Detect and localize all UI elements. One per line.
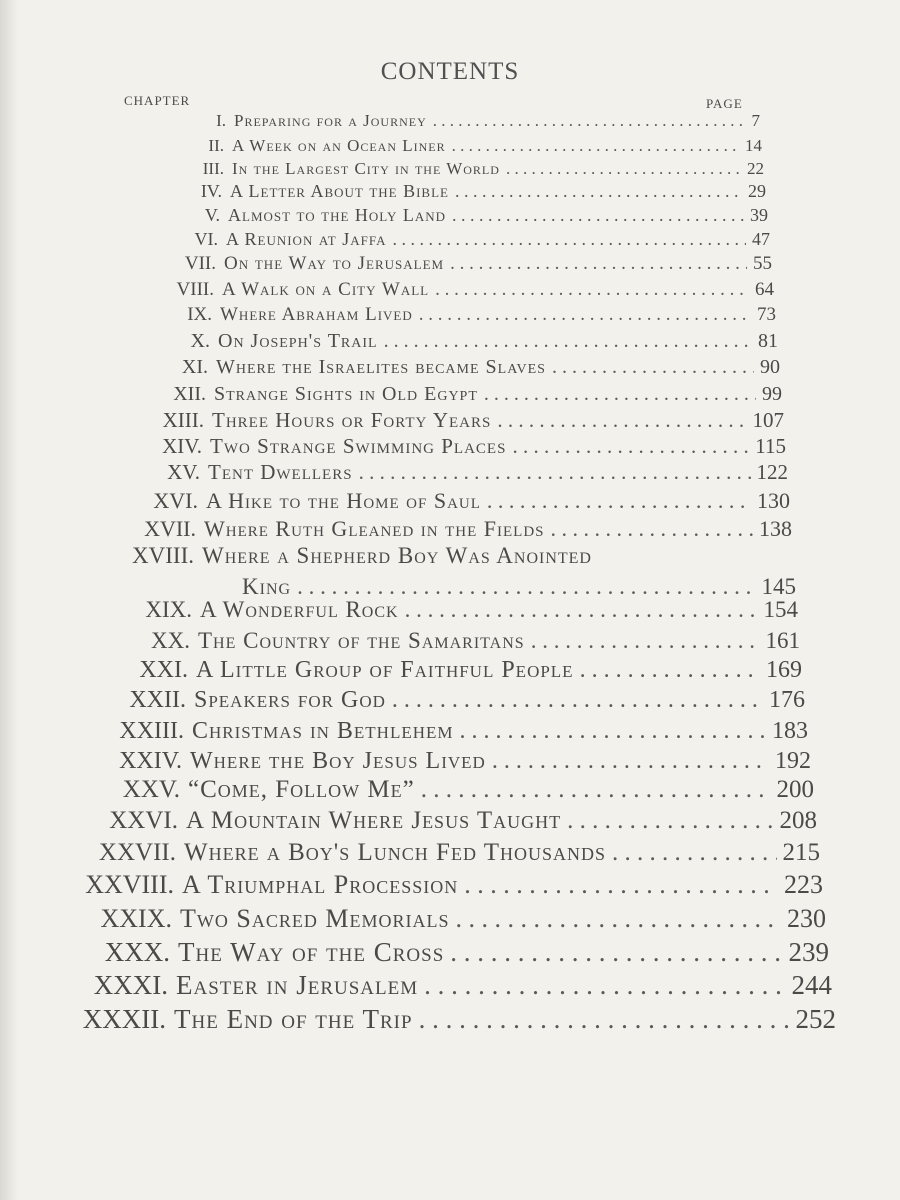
toc-entry [74, 718, 808, 745]
chapter-title: Where the Boy Jesus Lived [190, 748, 486, 774]
chapter-number: XVIII. [132, 543, 194, 568]
chapter-number: XXXI. [93, 970, 168, 1000]
chapter-title: Strange Sights in Old Egypt [214, 383, 478, 405]
dot-leader [487, 488, 751, 514]
chapter-title: Preparing for a Journey [234, 111, 427, 130]
page-number: 161 [765, 628, 800, 653]
toc-entry [72, 748, 811, 775]
toc-entry [108, 229, 770, 250]
chapter-title: Where a Boy's Lunch Fed Thousands [184, 839, 607, 866]
dot-leader [359, 460, 751, 485]
chapter-number: X. [190, 330, 210, 352]
chapter-number: XXVII. [98, 839, 176, 866]
toc-entry [110, 205, 768, 226]
page-number: 192 [775, 748, 811, 774]
chapter-title: A Week on an Ocean Liner [232, 136, 446, 155]
dot-leader [455, 904, 781, 934]
chapter-number: XIV. [162, 434, 202, 458]
chapter-number: XXXII. [82, 1004, 166, 1034]
dot-leader [612, 839, 776, 867]
page-number: 90 [760, 356, 780, 378]
page-number: 7 [751, 111, 760, 130]
chapter-number: XIX. [145, 597, 192, 622]
page-number: 145 [761, 574, 796, 599]
page-number: 138 [759, 516, 792, 541]
dot-leader [512, 434, 749, 459]
page-number: 22 [747, 159, 764, 178]
page-number: 29 [748, 181, 766, 201]
toc-entry [66, 839, 820, 867]
page-number: 200 [776, 776, 814, 803]
toc-entry [114, 136, 762, 156]
toc-entry [80, 628, 800, 654]
toc-entry [62, 904, 826, 934]
page-number: 215 [782, 839, 820, 866]
chapter-number: XXII. [129, 687, 186, 713]
toc-entry [116, 111, 760, 131]
chapter-title-continuation: King [242, 574, 292, 599]
page-number: 14 [745, 136, 762, 155]
toc-entry [104, 279, 774, 301]
page-number: 176 [769, 687, 805, 713]
page-number: 55 [753, 253, 772, 274]
dot-leader [506, 159, 741, 179]
toc-entry [68, 807, 817, 835]
chapter-title: Almost to the Holy Land [228, 205, 446, 225]
toc-entry [94, 408, 784, 433]
toc-entry [76, 687, 805, 714]
toc-entry [106, 253, 772, 275]
chapter-number: XXI. [139, 657, 188, 683]
chapter-title: A Mountain Where Jesus Taught [186, 807, 562, 834]
page-number: 115 [755, 434, 786, 458]
toc-entry [78, 657, 802, 684]
chapter-number: XXVI. [109, 807, 178, 834]
toc-entry [88, 488, 790, 514]
toc-entry [82, 597, 798, 623]
chapter-title: Where Ruth Gleaned in the Fields [204, 516, 545, 541]
chapter-title: Where Abraham Lived [220, 304, 413, 325]
dot-leader [455, 181, 742, 202]
page-number: 223 [784, 870, 823, 899]
chapter-number: XV. [167, 460, 200, 484]
chapter-title: A Letter About the Bible [230, 181, 449, 201]
toc-entry [98, 356, 780, 379]
dot-leader [450, 937, 782, 968]
toc-entry [64, 870, 823, 900]
chapter-number: XVI. [153, 488, 198, 513]
dot-leader [384, 330, 752, 353]
chapter-number: XI. [181, 356, 208, 378]
page-number: 154 [763, 597, 798, 622]
chapter-title: The Way of the Cross [178, 937, 445, 967]
chapter-title: The Country of the Samaritans [198, 628, 525, 653]
toc-entry [86, 516, 792, 542]
toc-entry [60, 937, 829, 968]
dot-leader [484, 383, 756, 406]
page-number: 130 [757, 488, 790, 513]
dot-leader [460, 718, 766, 745]
dot-leader [567, 807, 773, 835]
dot-leader [580, 657, 760, 684]
chapter-title: A Hike to the Home of Saul [206, 488, 481, 513]
chapter-title: Two Strange Swimming Places [210, 434, 507, 458]
chapter-title: In the Largest City in the World [232, 159, 500, 178]
toc-entry [70, 776, 814, 804]
page-number: 169 [766, 657, 802, 683]
chapter-number: VIII. [176, 279, 214, 300]
chapter-number: I. [216, 111, 226, 130]
dot-leader [433, 111, 746, 131]
toc-entry [102, 304, 776, 326]
dot-leader [419, 304, 751, 326]
dot-leader [551, 516, 753, 542]
dot-leader [450, 253, 747, 275]
dot-leader [424, 970, 785, 1001]
page-column-header: PAGE [706, 96, 743, 111]
chapter-number: IX. [187, 304, 212, 325]
chapter-number: XVII. [144, 516, 196, 541]
dot-leader [497, 408, 746, 433]
chapter-title: Three Hours or Forty Years [212, 408, 492, 432]
chapter-title: Speakers for God [194, 687, 386, 713]
page-title: CONTENTS [380, 58, 520, 85]
dot-leader [435, 279, 749, 301]
toc-entry [58, 970, 832, 1001]
toc-entry [100, 330, 778, 353]
dot-leader [452, 136, 739, 156]
dot-leader [552, 356, 754, 379]
chapter-title: The End of the Trip [174, 1004, 413, 1034]
chapter-number: IV. [200, 181, 222, 201]
page-number: 81 [758, 330, 778, 352]
toc-entry [84, 543, 794, 569]
chapter-title: Tent Dwellers [208, 460, 353, 484]
toc-entry [114, 159, 764, 179]
dot-leader [405, 597, 758, 623]
chapter-title: On Joseph's Trail [218, 330, 378, 352]
page-number: 122 [756, 460, 788, 484]
dot-leader [531, 628, 760, 654]
toc-entry [112, 181, 766, 202]
dot-leader [393, 229, 747, 250]
dot-leader [492, 748, 769, 775]
chapter-title: Christmas in Bethlehem [192, 718, 454, 744]
chapter-title: A Walk on a City Wall [222, 279, 430, 300]
dot-leader [419, 1004, 790, 1035]
chapter-title: A Wonderful Rock [200, 597, 399, 622]
toc-entry [90, 460, 788, 485]
chapter-number: XXVIII. [85, 870, 174, 899]
page-number: 230 [787, 904, 826, 933]
page-number: 47 [752, 229, 770, 249]
page-number: 39 [750, 205, 768, 225]
chapter-title: A Reunion at Jaffa [226, 229, 387, 249]
page-number: 99 [762, 383, 782, 405]
page-number: 208 [779, 807, 817, 834]
toc-entry [96, 383, 782, 406]
chapter-number: XX. [151, 628, 190, 653]
chapter-title: A Triumphal Procession [182, 870, 459, 899]
chapter-title: Where the Israelites became Slaves [216, 356, 546, 378]
chapter-number: XXIII. [119, 718, 184, 744]
chapter-number: XII. [173, 383, 206, 405]
chapter-number: XXV. [122, 776, 180, 803]
page-number: 252 [795, 1004, 836, 1034]
chapter-number: II. [208, 136, 224, 155]
chapter-number: XXIX. [100, 904, 172, 933]
chapter-number: VII. [184, 253, 216, 274]
chapter-title: On the Way to Jerusalem [224, 253, 445, 274]
chapter-number: XXX. [104, 937, 170, 967]
chapter-title: A Little Group of Faithful People [196, 657, 574, 683]
page-number: 239 [788, 937, 829, 967]
chapter-number: XXIV. [119, 748, 182, 774]
dot-leader [464, 870, 778, 900]
dot-leader [452, 205, 744, 226]
dot-leader [392, 687, 763, 714]
chapter-number: XIII. [162, 408, 204, 432]
chapter-title: Two Sacred Memorials [180, 904, 450, 933]
toc-entry [56, 1004, 836, 1035]
page-number: 73 [757, 304, 776, 325]
page-number: 244 [791, 970, 832, 1000]
chapter-number: V. [204, 205, 220, 225]
chapter-number: III. [202, 159, 224, 178]
page-number: 64 [755, 279, 774, 300]
chapter-title: “Come, Follow Me” [188, 776, 415, 803]
chapter-title: Easter in Jerusalem [176, 970, 419, 1000]
toc-entry [92, 434, 786, 459]
chapter-column-header: CHAPTER [124, 93, 191, 108]
page-number: 183 [772, 718, 808, 744]
page-number: 107 [752, 408, 784, 432]
chapter-number: VI. [194, 229, 218, 249]
dot-leader [421, 776, 771, 804]
chapter-title: Where a Shepherd Boy Was Anointed [202, 543, 592, 568]
